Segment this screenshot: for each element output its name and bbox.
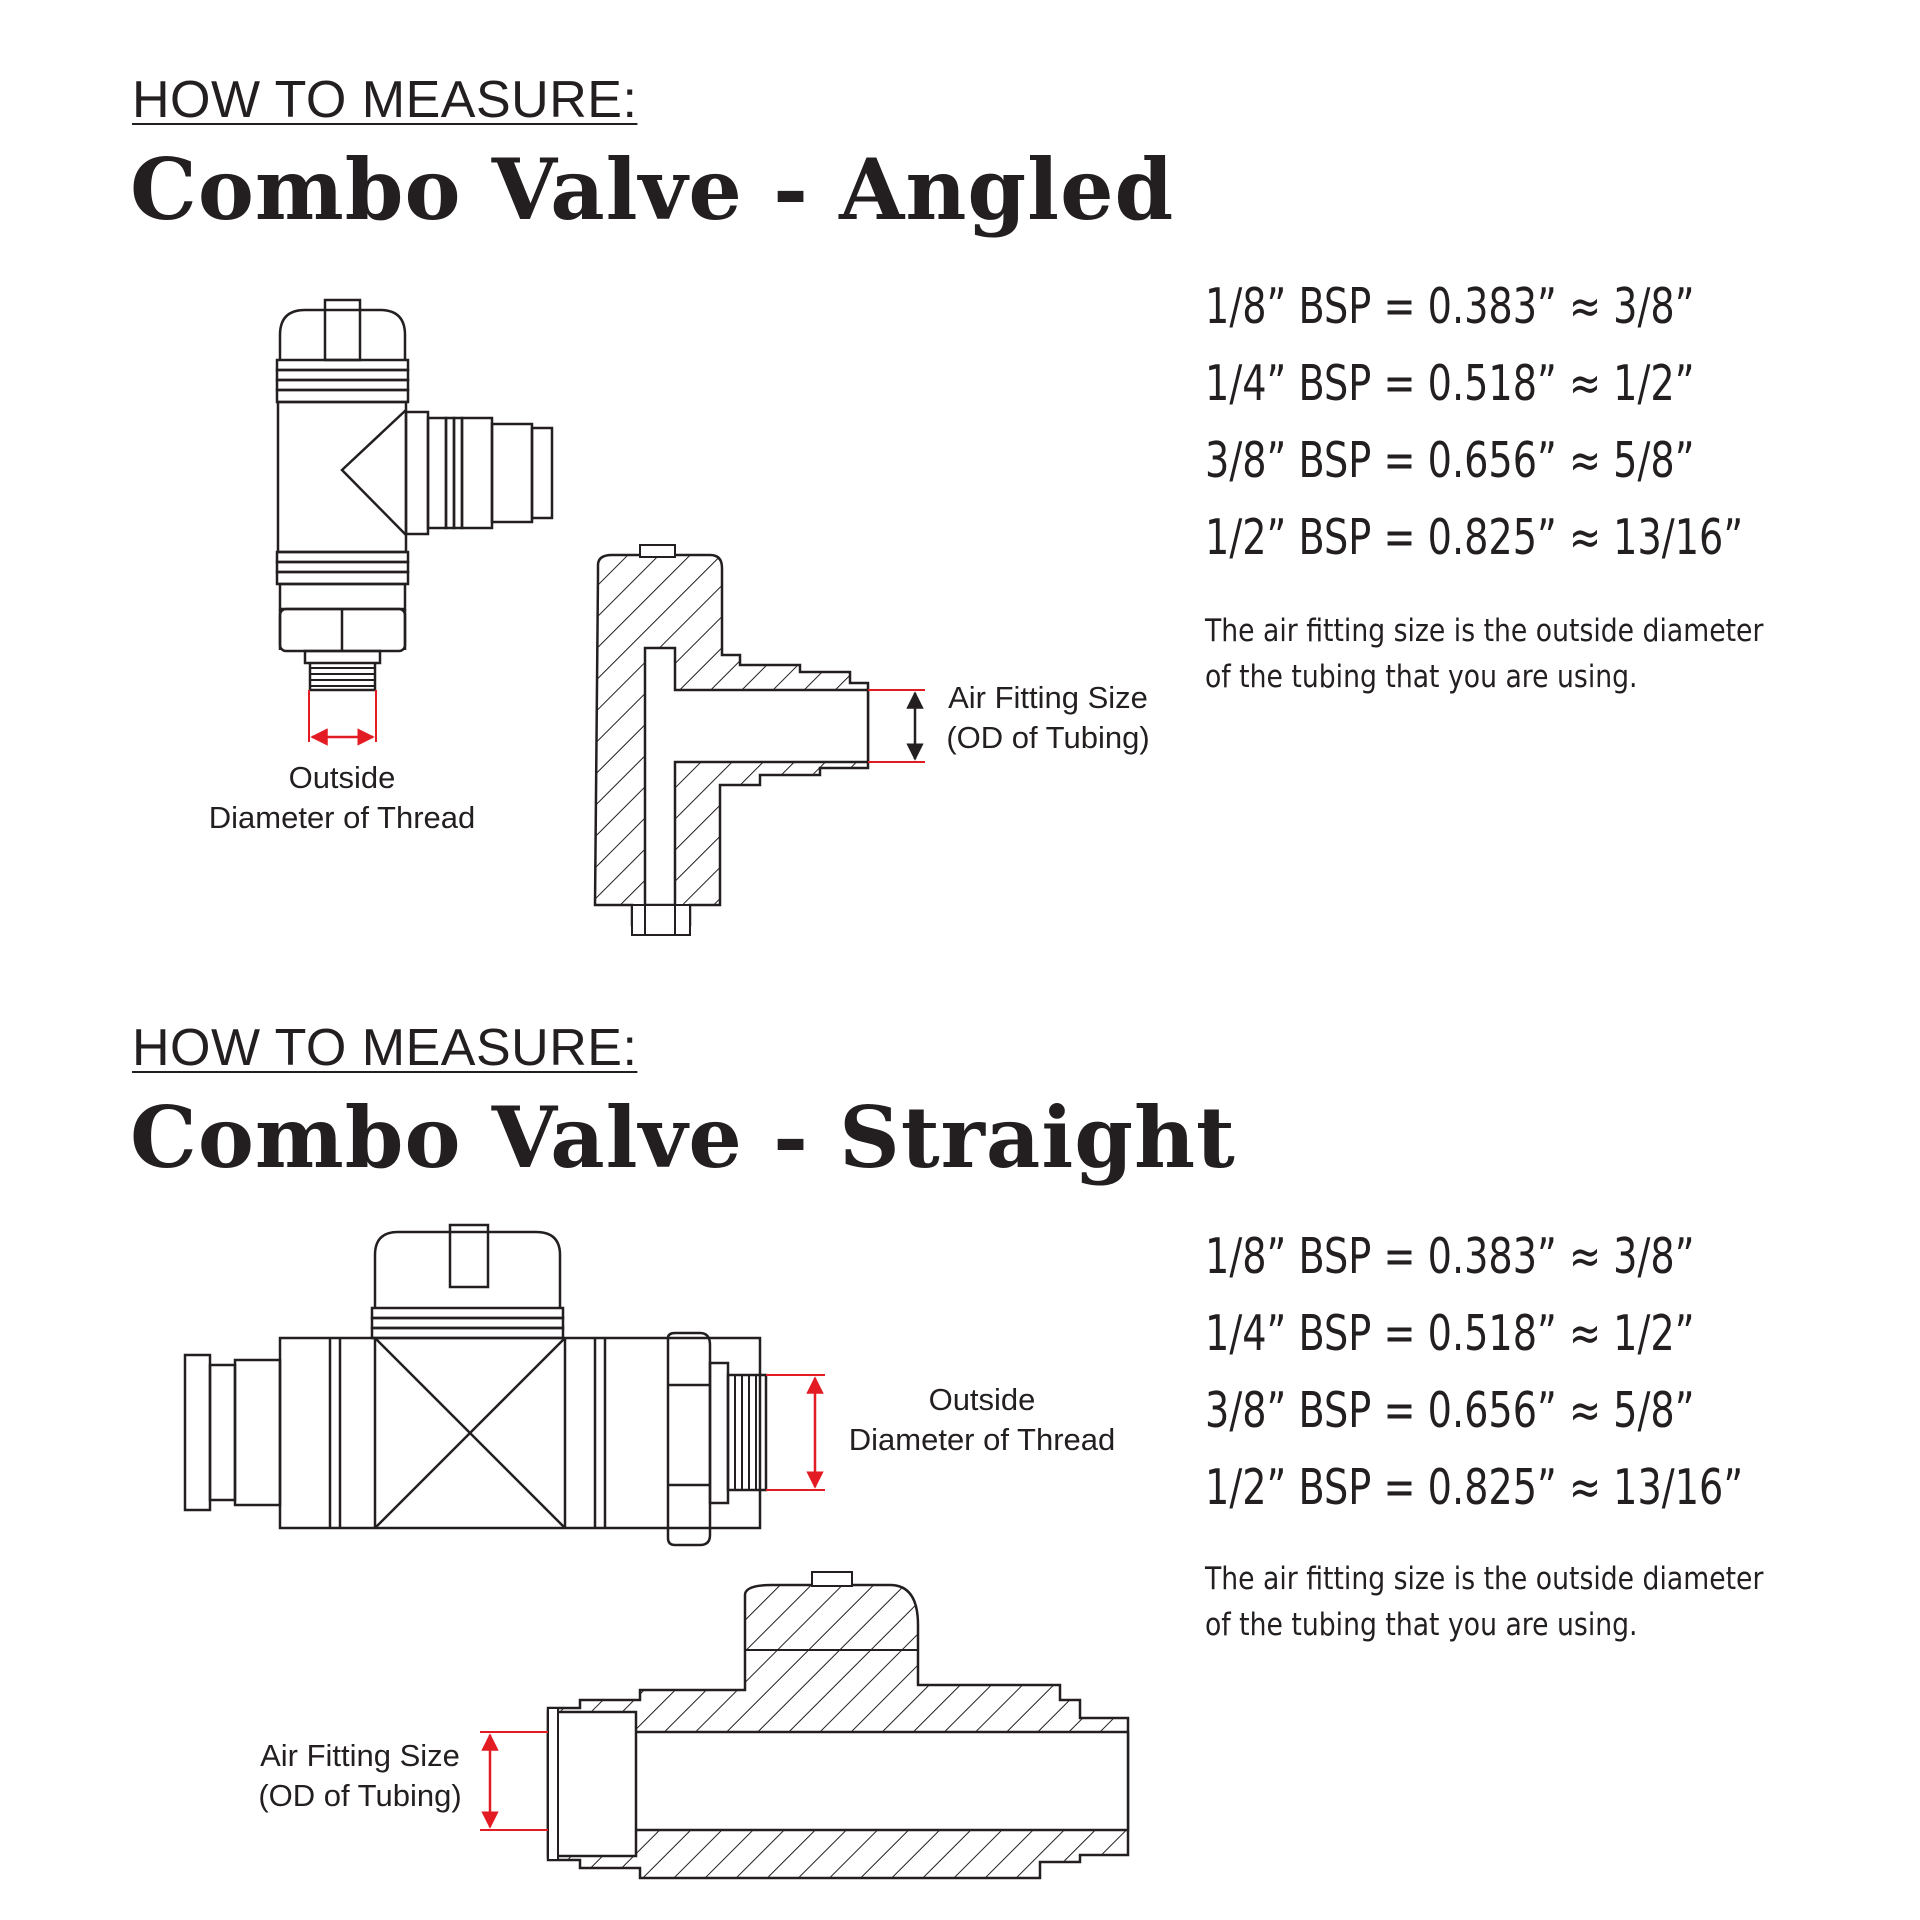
straight-valve-elevation-icon	[185, 1225, 766, 1545]
spec-row: 1/2” BSP = 0.825” ≈ 13/16”	[1205, 509, 1744, 566]
spec-row: 1/2” BSP = 0.825” ≈ 13/16”	[1205, 1459, 1744, 1516]
thread-dimension-straight	[766, 1375, 825, 1490]
spec-row: 3/8” BSP = 0.656” ≈ 5/8”	[1205, 432, 1695, 489]
thread-label-line-1: Outside	[288, 760, 396, 795]
fitting-label-line-2: (OD of Tubing)	[258, 1778, 462, 1813]
fitting-label-line-2: (OD of Tubing)	[946, 720, 1150, 755]
spec-row: 1/8” BSP = 0.383” ≈ 3/8”	[1205, 278, 1695, 335]
spec-row: 1/4” BSP = 0.518” ≈ 1/2”	[1205, 1305, 1695, 1362]
thread-label-line-2: Diameter of Thread	[848, 1422, 1116, 1457]
note-line: of the tubing that you are using.	[1205, 1607, 1638, 1643]
spec-row: 3/8” BSP = 0.656” ≈ 5/8”	[1205, 1382, 1695, 1439]
section-kicker-angled: HOW TO MEASURE:	[132, 71, 638, 129]
section-title-straight: Combo Valve - Straight	[130, 1088, 1236, 1187]
fitting-label-line-1: Air Fitting Size	[948, 680, 1148, 715]
section-title-angled: Combo Valve - Angled	[130, 140, 1175, 239]
straight-thread-hatch-icon	[735, 1375, 756, 1490]
angled-valve-cross-section-icon	[595, 545, 868, 935]
fitting-label-line-1: Air Fitting Size	[260, 1738, 460, 1773]
section-kicker-straight: HOW TO MEASURE:	[132, 1019, 638, 1077]
note-line: The air fitting size is the outside diameter	[1205, 613, 1764, 649]
straight-valve-cross-section-icon	[548, 1572, 1128, 1878]
thread-label-line-2: Diameter of Thread	[208, 800, 476, 835]
angled-valve-elevation-icon	[277, 300, 552, 690]
fitting-dimension-angled	[868, 690, 925, 762]
spec-row: 1/8” BSP = 0.383” ≈ 3/8”	[1205, 1228, 1695, 1285]
fitting-dimension-straight	[480, 1732, 548, 1830]
thread-dimension-angled	[309, 690, 376, 742]
spec-row: 1/4” BSP = 0.518” ≈ 1/2”	[1205, 355, 1695, 412]
note-line: of the tubing that you are using.	[1205, 659, 1638, 695]
note-line: The air fitting size is the outside diameter	[1205, 1561, 1764, 1597]
thread-label-line-1: Outside	[928, 1382, 1036, 1417]
